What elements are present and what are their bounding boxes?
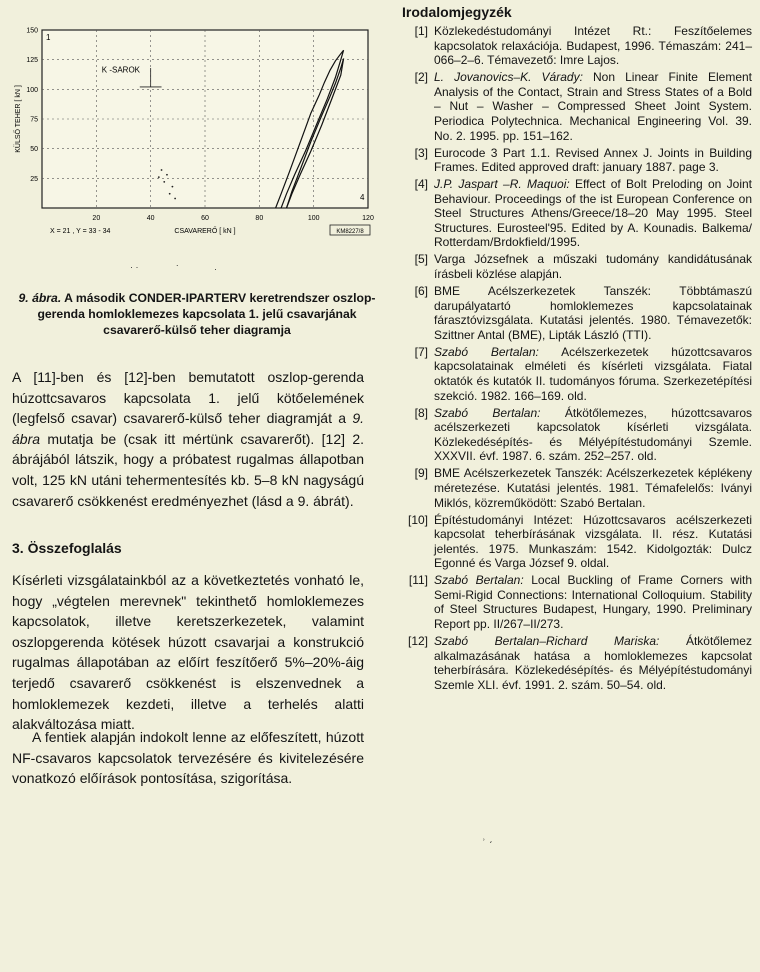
- reference-body: Közlekedéstudományi Intézet Rt.: Feszítőelemes kapcsolatok relaxációja. Budapest, 1996. Témaszám: 241–066–2–6. Témavezető: Imre Lajos.: [434, 24, 752, 68]
- scan-speck: .: [176, 258, 179, 268]
- reference-body: BME Acélszerkezetek Tanszék: Többtámaszú darupályatartó homloklemezes kapcsolatainak fárasztóvizsgálata. Kutatási jelentés. 1980. Témavezetők: Szittner Antal (BME), Lipták László (TTI).: [434, 284, 752, 342]
- reference-text: [434, 406, 752, 464]
- figure-caption: [10, 290, 384, 338]
- body-paragraph-2: [12, 570, 364, 735]
- reference-body: Eurocode 3 Part 1.1. Revised Annex J. Joints in Building Frames. Edited approved draft: january 1887. page 3.: [434, 145, 752, 175]
- y-tick-label: 100: [26, 86, 38, 94]
- reference-body: Varga Józsefnek a műszaki tudomány kandidátusának írásbeli közlése alapján.: [434, 252, 752, 282]
- scan-speck: ˒ ˏ: [482, 832, 493, 844]
- reference-item: [396, 146, 752, 175]
- reference-author: L. Jovanovics–K. Várady:: [434, 70, 583, 85]
- body-paragraph-1: [12, 367, 364, 511]
- y-tick-label: 75: [30, 116, 38, 124]
- y-tick-label: 50: [30, 146, 38, 154]
- y-tick-label: 125: [26, 57, 38, 65]
- reference-body: Építéstudományi Intézet: Húzottcsavaros acélszerkezeti kapcsolat teherbírásának vizsgálata. II. rész. Kutatási jelentés. 1975. Munkaszám: 1542. Kidolgozták: Dulcz Egonné és Varga József 9. oldal.: [434, 512, 752, 571]
- scan-speck: ·: [214, 264, 217, 274]
- scatter-mark: [161, 169, 163, 171]
- reference-number: [3]: [414, 145, 428, 160]
- reference-body: Átkötőlemez alkalmazásának hatása a homloklemezes kapcsolat teherbírására. Közlekedésépítés- és Mélyépítéstudományi Szemle XLI. évf. 1991. 2. szám. 50–54. old.: [434, 634, 752, 692]
- reference-body: Local Buckling of Frame Corners with Semi-Rigid Connections: International Colloquium. Stability of Steel Structures Budapest, Hungary, 1990. Preliminary Report pp. II/267–II/273.: [434, 573, 752, 632]
- reference-item: [396, 24, 752, 68]
- scatter-mark: [163, 181, 165, 183]
- scatter-mark: [174, 198, 176, 200]
- reference-item: [396, 345, 752, 403]
- reference-text: [434, 634, 752, 692]
- reference-number: [12]: [407, 634, 428, 649]
- reference-item: [396, 406, 752, 464]
- y-tick-label: 150: [26, 27, 38, 35]
- reference-text: [434, 70, 752, 143]
- coordinate-readout: X = 21 , Y = 33 - 34: [50, 228, 111, 235]
- scatter-mark: [172, 186, 174, 188]
- reference-body: Acélszerkezetek húzottcsavaros kapcsolatainak elméleti és kísérleti vizsgálata. Fiatal oktatók és kutatók II. tudományos fóruma. Szerkezetépítési szekció. 1982. 166–169. old.: [434, 344, 752, 403]
- x-tick-label: 120: [362, 215, 374, 222]
- reference-text: [434, 284, 752, 342]
- y-axis-label: KÜLSŐ TEHER [ kN ]: [15, 85, 22, 153]
- reference-author: Szabó Bertalan–Richard Mariska:: [434, 634, 660, 649]
- reference-body: Átkötőlemezes, húzottcsavaros acélszerkezeti kapcsolatok kísérleti vizsgálata. Közlekedésépítés- és Mélyépítéstudományi Szemle. XXXVII. évf. 1987. 6. szám. 252–257. old.: [434, 405, 752, 464]
- x-axis-label: CSAVARERŐ [ kN ]: [174, 228, 236, 235]
- annotation-label: K -SAROK: [101, 65, 141, 75]
- reference-author: Szabó Bertalan:: [434, 573, 524, 588]
- references-heading: Irodalomjegyzék: [402, 4, 512, 20]
- reference-number: [11]: [408, 573, 428, 588]
- chart-csavarero: [8, 22, 386, 244]
- reference-text: [434, 513, 752, 571]
- figure-caption-text: A második CONDER-IPARTERV keretrendszer oszlop-gerenda homloklemezes kapcsolata 1. jelű csavarjának csavarerő-külső teher diagramja: [37, 291, 376, 337]
- reference-body: BME Acélszerkezetek Tanszék: Acélszerkezetek képlékeny méretezése. Kutatási jelentés. 1981. Témafelelős: Iványi Miklós, közreműködött: Szabó Bertalan.: [434, 466, 752, 510]
- reference-number: [6]: [414, 284, 428, 299]
- reference-body: Non Linear Finite Element Analysis of the Contact, Strain and Stress States of a Bold – Nut – Washer – Compressed Sheet Joint System. Periodica Polytechnica. Mechanical Engineering Vol. 39. No. 2. 1995. pp. 151–162.: [434, 70, 753, 143]
- reference-item: [396, 177, 752, 250]
- reference-item: [396, 70, 752, 143]
- reference-text: [434, 466, 752, 510]
- reference-item: [396, 573, 752, 631]
- reference-number: [8]: [414, 405, 428, 420]
- x-tick-label: 20: [92, 215, 101, 222]
- reference-text: [434, 252, 752, 281]
- reference-item: [396, 252, 752, 281]
- paragraph-text: A [11]-ben és [12]-ben bemutatott oszlop-gerenda húzottcsavaros kapcsolata 1. jelű kötőelemének (legfelső csavar) csavarerő-külső teher diagramját a 9. ábra mutatja be (csak itt mértünk csavarerőt). [12] 2. ábrájából látszik, hogy a próbatest rugalmas állapotban volt, 125 kN utáni tehermentesítés kb. 5–8 kN nagyságú csavarerő csökkenést eredményezhet (lásd a 9. ábrát).: [12, 369, 364, 509]
- reference-number: [1]: [414, 24, 428, 38]
- x-tick-label: 60: [201, 215, 209, 222]
- reference-number: [7]: [414, 344, 428, 359]
- reference-text: [434, 177, 752, 250]
- reference-author: Szabó Bertalan:: [434, 344, 539, 359]
- reference-text: [434, 146, 752, 175]
- figure-caption-number: 9. ábra.: [18, 291, 62, 305]
- scatter-mark: [158, 176, 160, 178]
- reference-body: Effect of Bolt Preloding on Joint Behaviour. Proceedings of the ist European Conference on Steel Structures Athens/Greece/18–20 May 1995. Steel Structures. Eurosteel'95. Edited by A. Kounadis. Balkema/ Rotterdam/Brdokfield/1995.: [434, 177, 752, 250]
- paragraph-text: Kísérleti vizsgálatainkból az a következtetés vonható le, hogy „végtelen merevnek" tekinthető homloklemezes kapcsolatok, illetve keretszerkezetek, valamint oszlopgerenda kötések húzott csavarjai a konstrukció rugalmas állapotában az előírt feszítőerő 5%–20%-áig terjedő csavarerő csökkenést is elszenvednek a homloklemezek kezdeti, illetve a terhelés alatti alakváltozása miatt.: [12, 572, 364, 733]
- reference-author: Szabó Bertalan:: [434, 405, 541, 420]
- reference-item: [396, 513, 752, 571]
- x-tick-label: 40: [146, 215, 155, 222]
- reference-number: [5]: [414, 252, 428, 267]
- figure-9: [8, 22, 386, 244]
- body-paragraph-3: [12, 727, 364, 789]
- reference-text: [434, 573, 752, 631]
- references-list: [396, 24, 752, 692]
- reference-item: [396, 466, 752, 510]
- scatter-mark: [166, 174, 168, 176]
- x-tick-label: 100: [307, 215, 320, 222]
- reference-text: [434, 24, 752, 68]
- corner-label: 1: [46, 33, 51, 42]
- stamp-label: KM8227/8: [336, 229, 364, 235]
- scatter-mark: [169, 193, 171, 195]
- reference-author: J.P. Jaspart –R. Maquoi:: [434, 177, 570, 192]
- section-title: 3. Összefoglalás: [12, 540, 122, 556]
- reference-number: [4]: [414, 177, 428, 192]
- paragraph-text: A fentiek alapján indokolt lenne az előfeszített, húzott NF-csavaros kapcsolatok tervezésére és kivitelezésére vonatkozó előírások pontosítása, szigorítása.: [12, 729, 364, 787]
- x-tick-label: 80: [255, 215, 264, 222]
- figure-reference: 9. ábra: [12, 410, 364, 447]
- scan-speck: · ·: [130, 262, 139, 272]
- reference-number: [2]: [414, 70, 428, 85]
- references-section: [396, 4, 752, 695]
- y-tick-label: 25: [30, 175, 38, 183]
- reference-number: [9]: [414, 466, 428, 481]
- reference-item: [396, 634, 752, 692]
- corner-label: 4: [360, 193, 365, 202]
- reference-number: [10]: [407, 512, 428, 527]
- reference-item: [396, 284, 752, 342]
- reference-text: [434, 345, 752, 403]
